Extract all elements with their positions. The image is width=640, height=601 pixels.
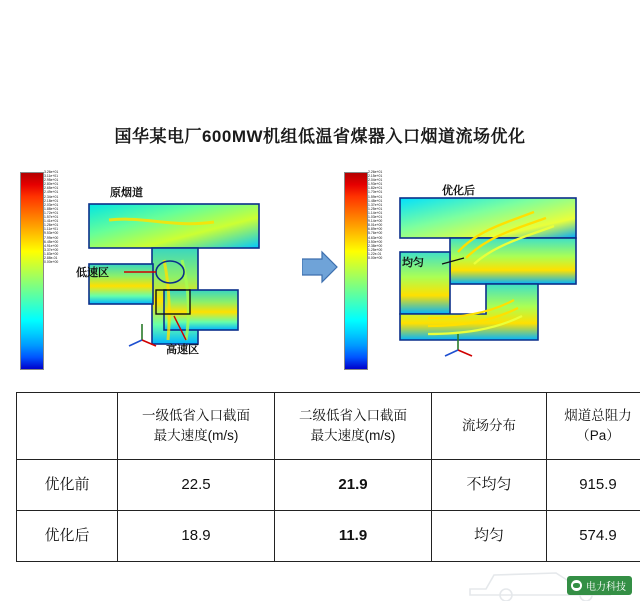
duct-geometry-before [14,168,302,373]
colorbar-tick: 1.83e+00 [44,251,59,256]
cell-stage2-velocity-before: 21.9 [275,460,432,511]
colorbar-tick: 2.34e+01 [44,194,59,199]
colorbar-tick: 4.91e+00 [44,243,59,248]
colorbar-tick: 2.80e+01 [44,182,59,187]
colorbar-tick: 5.76e+00 [368,231,383,236]
cell-stage2-velocity-after: 11.9 [275,511,432,562]
colorbar-tick: 2.04e+01 [368,178,383,183]
colorbar-tick: 2.49e+01 [44,190,59,195]
colorbar-tick: 2.03e+01 [44,202,59,207]
header-line-2: 最大速度(m/s) [310,428,396,443]
colorbar-tick: 0.00e+00 [44,260,59,265]
footer-watermark [567,576,632,595]
colorbar-tick: 1.72e+01 [44,210,59,215]
header-line-1: 二级低省入口截面 [299,408,407,423]
header-line-2: 最大速度(m/s) [153,428,239,443]
table-row [17,460,640,511]
colorbar-tick: 2.88e-01 [44,255,58,260]
colorbar-tick: 2.15e+01 [368,174,383,179]
colorbar-tick: 2.95e+01 [44,178,59,183]
watermark-label: 电力科技 [586,582,626,593]
annotation-optimized-duct: 优化后 [442,185,475,197]
colorbar-tick: 1.88e+01 [44,206,59,211]
colorbar-tick: 7.99e+00 [44,235,59,240]
header-line-2: （Pa） [576,428,620,443]
colorbar-tick: 2.38e+00 [368,243,383,248]
colorbar-tick: 1.82e+01 [368,186,383,191]
cfd-panel-before [14,168,302,373]
colorbar-tick: 1.14e+01 [368,210,383,215]
cfd-panel-after [338,168,626,373]
colorbar-tick: 9.14e+00 [368,219,383,224]
comparison-table [16,392,640,562]
wechat-badge [567,576,632,595]
header-line-1: 一级低省入口截面 [142,408,250,423]
colorbar-tick: 3.50e+00 [368,239,383,244]
colorbar-tick: 1.03e+01 [368,215,383,220]
colorbar-tick: 2.18e+01 [44,198,59,203]
colorbar-tick: 3.11e+01 [44,174,58,179]
colorbar-tick: 2.65e+01 [44,186,59,191]
header-line-1: 烟道总阻力 [564,408,632,423]
colorbar-tick: 1.22e-01 [368,251,382,256]
colorbar-tick: 1.25e+01 [368,206,383,211]
colorbar-tick: 4.63e+00 [368,235,383,240]
transition-arrow-icon [302,250,338,284]
colorbar-tick: 9.53e+00 [44,231,59,236]
cell-stage1-velocity-after: 18.9 [118,511,275,562]
table-header-row [17,393,640,460]
colorbar-tick: 2.26e+01 [368,170,383,174]
table-row [17,511,640,562]
cell-stage1-velocity-before: 22.5 [118,460,275,511]
annotation-uniform: 均匀 [402,257,424,269]
header-cell-total-resistance [547,393,640,460]
row-label-after: 优化后 [17,511,118,562]
header-cell-stage1-velocity [118,393,275,460]
row-label-before: 优化前 [17,460,118,511]
cell-flow-distribution-after: 均匀 [432,511,547,562]
colorbar-tick: 1.57e+01 [44,215,59,220]
cell-flow-distribution-before: 不均匀 [432,460,547,511]
colorbar-tick: 1.26e+01 [44,223,59,228]
annotation-low-speed-zone: 低速区 [76,267,109,279]
header-cell-empty [17,393,118,460]
colorbar-tick: 1.41e+01 [44,219,59,224]
colorbar-tick: 1.59e+01 [368,194,383,199]
cell-total-resistance-after: 574.9 [547,511,640,562]
colorbar-tick: 3.26e+01 [44,170,59,174]
colorbar-tick: 6.89e+00 [368,227,383,232]
colorbar-tick: 0.00e+00 [368,255,383,260]
colorbar-tick: 1.11e+01 [44,227,58,232]
header-cell-flow-distribution: 流场分布 [432,393,547,460]
colorbar-tick: 1.25e+00 [368,247,383,252]
colorbar-tick: 6.45e+00 [44,239,59,244]
cfd-figure [14,168,626,373]
colorbar-tick: 3.37e+00 [44,247,59,252]
colorbar-tick: 1.48e+01 [368,198,383,203]
colorbar-tick: 1.70e+01 [368,190,383,195]
colorbar-tick: 1.37e+01 [368,202,383,207]
duct-geometry-after [338,168,626,373]
annotation-original-duct: 原烟道 [110,187,143,199]
wechat-icon [571,580,582,591]
page-title: 国华某电厂600MW机组低温省煤器入口烟道流场优化 [114,127,526,146]
colorbar-tick: 8.01e+00 [368,223,383,228]
colorbar-tick: 1.93e+01 [368,182,383,187]
annotation-high-speed-zone: 高速区 [166,344,199,356]
cell-total-resistance-before: 915.9 [547,460,640,511]
header-cell-stage2-velocity [275,393,432,460]
